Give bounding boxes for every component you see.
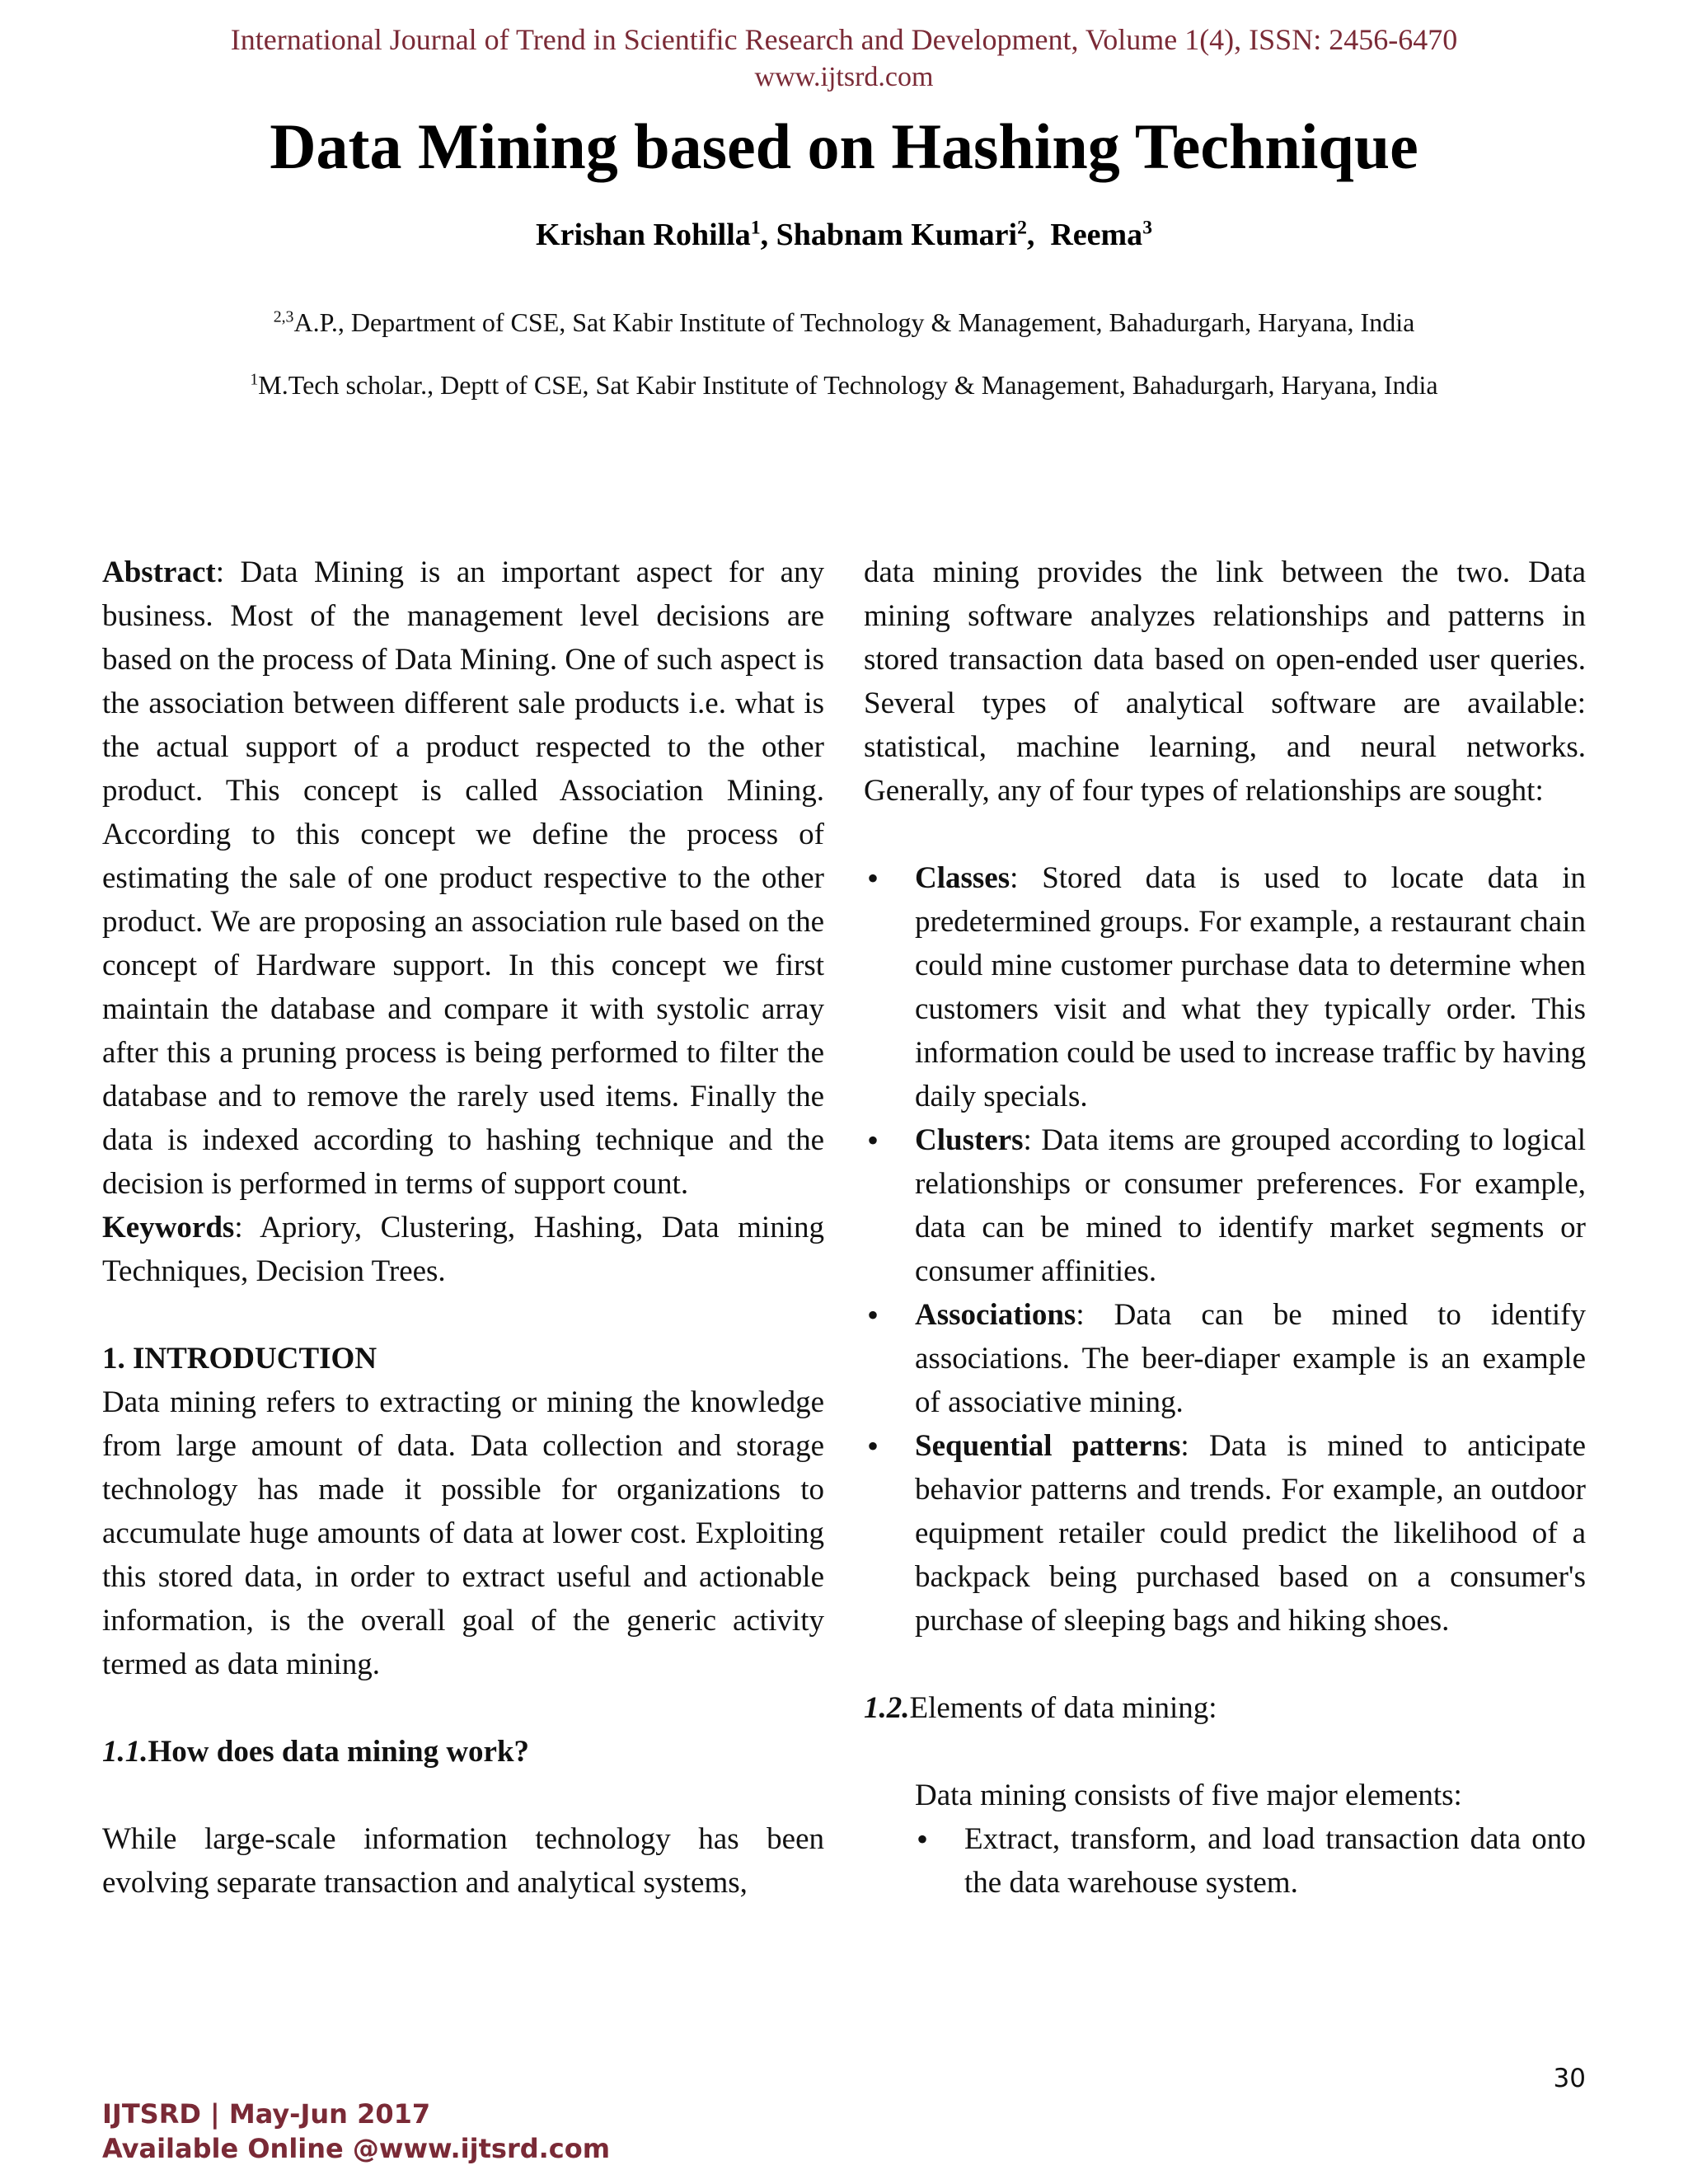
affiliation-text: M.Tech scholar., Deptt of CSE, Sat Kabir Institute of Technology & Management, Bahadurgarh, Haryana, India [258,370,1438,400]
left-column [102,551,824,1905]
author-sup: 2 [1017,217,1027,239]
bullet-text: : Data can be mined to identify associations. The beer-diaper example is an example of associative mining. [915,1298,1586,1419]
keywords-label: Keywords [102,1211,235,1244]
abstract-paragraph [102,551,824,1206]
relationships-paragraph: data mining provides the link between the two. Data mining software analyzes relationships and patterns in stored transaction data based on open-ended user queries. Several types of analytical software are available: statistical, machine learning, and neural networks. Generally, any of four types of relationships are sought: [864,555,1586,808]
footer-availability[interactable]: Available Online @www.ijtsrd.com [102,2133,611,2164]
author-name: Krishan Rohilla [536,218,751,252]
relationship-list [864,856,1586,1643]
right-column [864,551,1586,1905]
footer-journal-issue: IJTSRD | May-Jun 2017 [102,2098,431,2130]
list-item [864,856,1586,1118]
bullet-term: Associations [915,1298,1076,1332]
bullet-text: : Data items are grouped according to logical relationships or consumer preferences. For example, data can be mined to identify market segments or consumer affinities. [915,1123,1586,1288]
affiliation [0,368,1688,402]
author-name: Shabnam Kumari [776,218,1018,252]
keywords-paragraph [102,1206,824,1293]
author-sup: 3 [1142,217,1152,239]
section-1-2-number: 1.2. [864,1691,910,1725]
list-item [864,1293,1586,1424]
journal-website[interactable]: www.ijtsrd.com [754,62,934,92]
affiliation [0,305,1688,340]
bullet-text: : Data is mined to anticipate behavior patterns and trends. For example, an outdoor equipment retailer could predict the likelihood of a backpack being purchased based on a consumer's purchase of sleeping bags and hiking shoes. [915,1429,1587,1638]
affiliation-text: A.P., Department of CSE, Sat Kabir Institute of Technology & Management, Bahadurgarh, Haryana, India [293,307,1415,337]
list-item [864,1118,1586,1293]
paper-title: Data Mining based on Hashing Technique [270,110,1418,182]
list-item: • Extract, transform, and load transaction data onto the data warehouse system. [915,1817,1586,1905]
section-1-2-heading [864,1686,1586,1730]
bullet-term: Sequential patterns [915,1429,1181,1463]
intro-text: Data mining refers to extracting or mining the knowledge from large amount of data. Data collection and storage technology has made it possible for organizations to accumulate huge amounts of data at lower cost. Exploiting this stored data, in order to extract useful and actionable information, is the overall goal of the generic activity termed as data mining. [102,1385,824,1681]
section-1-1-title: How does data mining work? [148,1735,530,1769]
page-number: 30 [1553,2064,1586,2093]
elements-list [864,1817,1586,1905]
author-name: Reema [1050,218,1143,252]
affiliation-sup: 1 [250,370,259,389]
bullet-text: : Stored data is used to locate data in predetermined groups. For example, a restaurant chain could mine customer purchase data to determine when customers visit and what they typically order. This information could be used to increase traffic by having daily specials. [915,861,1586,1113]
section-1-2-title: Elements of data mining: [909,1691,1217,1725]
keywords-text: : Apriory, Clustering, Hashing, Data mining Techniques, Decision Trees. [102,1211,824,1288]
list-item [864,1424,1586,1643]
author-sup: 1 [750,217,761,239]
elements-intro: Data mining consists of five major elements: [915,1779,1462,1812]
intro-heading: 1. INTRODUCTION [102,1342,377,1376]
abstract-label: Abstract [102,555,216,589]
section-1-1-text: While large-scale information technology has been evolving separate transaction and analytical systems, [102,1822,824,1900]
bullet-term: Clusters [915,1123,1024,1157]
author-list: Krishan Rohilla$^1$, Shabnam Kumari$^2$, Reema$^3$ [536,217,1152,252]
section-1-1-heading [102,1730,824,1774]
section-1-1-number: 1.1. [102,1735,148,1769]
affiliation-sup: 2,3 [273,307,294,326]
abstract-text: : Data Mining is an important aspect for any business. Most of the management level decisions are based on the process of Data Mining. One of such aspect is the association between different sale products i.e. what is the actual support of a product respected to the other product. This concept is called Association Mining. According to this concept we define the process of estimating the sale of one product respective to the other product. We are proposing an association rule based on the concept of Hardware support. In this concept we first maintain the database and compare it with systolic array after this a pruning process is being performed to filter the database and to remove the rarely used items. Finally the data is indexed according to hashing technique and the decision is performed in terms of support count. [102,555,824,1201]
journal-header: International Journal of Trend in Scientific Research and Development, Volume 1(4), ISSN: 2456-6470 [230,23,1458,56]
bullet-term: Classes [915,861,1010,895]
